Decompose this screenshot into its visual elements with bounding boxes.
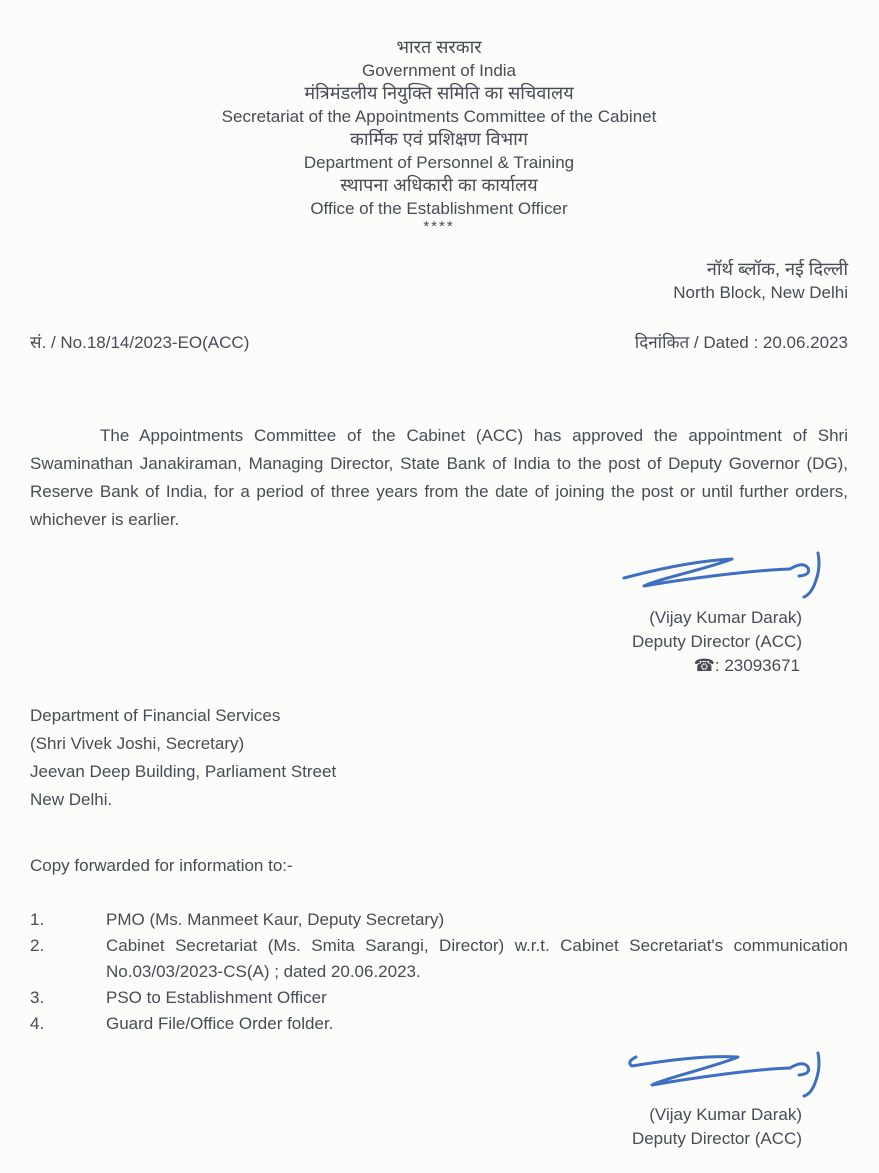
addressee-line: (Shri Vivek Joshi, Secretary) [30, 734, 245, 753]
list-item [30, 985, 848, 1011]
list-item [30, 1011, 848, 1037]
issuing-location [30, 257, 848, 305]
signatory-name: (Vijay Kumar Darak) [649, 608, 802, 627]
list-item [30, 907, 848, 933]
addressee-line: Jeevan Deep Building, Parliament Street [30, 762, 337, 781]
signatory-title: Deputy Director (ACC) [631, 1129, 802, 1148]
telephone-icon: ☎ [693, 656, 715, 675]
list-item-text: PMO (Ms. Manmeet Kaur, Deputy Secretary) [106, 910, 445, 929]
addressee-block [30, 702, 848, 814]
phone-number: : 23093671 [714, 656, 800, 675]
letterhead-line-english: Government of India [361, 61, 517, 80]
signature-scribble [614, 548, 844, 606]
addressee-line: Department of Financial Services [30, 706, 281, 725]
letterhead-line-hindi: भारत सरकार [396, 37, 482, 57]
signatory-details [30, 606, 848, 678]
list-item-number: 2. [30, 936, 45, 955]
list-item-number: 3. [30, 988, 45, 1007]
signatory-name: (Vijay Kumar Darak) [649, 1105, 802, 1124]
letterhead-line-hindi: स्थापना अधिकारी का कार्यालय [340, 175, 538, 195]
signatory-title: Deputy Director (ACC) [631, 632, 802, 651]
reference-line [30, 331, 848, 354]
list-item-number: 1. [30, 910, 45, 929]
location-english: North Block, New Delhi [673, 283, 848, 302]
letterhead-line-english: Secretariat of the Appointments Committee of the Cabinet [221, 107, 657, 126]
copy-forwarded-heading: Copy forwarded for information to:- [30, 856, 293, 875]
list-item-text: Guard File/Office Order folder. [106, 1014, 334, 1033]
letterhead [30, 36, 848, 233]
letterhead-line-english: Department of Personnel & Training [303, 153, 575, 172]
list-item-text: Cabinet Secretariat (Ms. Smita Sarangi, Director) w.r.t. Cabinet Secretariat's communication No.03/03/2023-CS(A) ; dated 20.06.2023. [106, 936, 848, 981]
signature-block-first [30, 548, 848, 678]
list-item [30, 933, 848, 985]
signature-scribble [614, 1045, 844, 1103]
reference-number: सं. / No.18/14/2023-EO(ACC) [30, 333, 250, 352]
letterhead-line-hindi: मंत्रिमंडलीय नियुक्ति समिति का सचिवालय [304, 83, 574, 103]
letterhead-line-english: Office of the Establishment Officer [310, 199, 568, 218]
letterhead-line-hindi: कार्मिक एवं प्रशिक्षण विभाग [350, 129, 528, 149]
list-item-text: PSO to Establishment Officer [106, 988, 327, 1007]
copy-forwarded-list [30, 907, 848, 1037]
reference-date: दिनांकित / Dated : 20.06.2023 [634, 333, 848, 352]
location-hindi: नॉर्थ ब्लॉक, नई दिल्ली [706, 259, 848, 279]
addressee-line: New Delhi. [30, 790, 113, 809]
body-paragraph: The Appointments Committee of the Cabinet (ACC) has approved the appointment of Shri Swaminathan Janakiraman, Managing Director, State Bank of India to the post of Deputy Governor (DG), Reserve Bank of India, for a period of three years from the date of joining the post or until further orders, whichever is earlier. [30, 426, 848, 529]
letterhead-separator-stars: **** [423, 218, 455, 235]
signatory-details [30, 1103, 848, 1151]
signatory-phone-line [30, 654, 802, 678]
list-item-number: 4. [30, 1014, 45, 1033]
signature-block-second [30, 1045, 848, 1151]
